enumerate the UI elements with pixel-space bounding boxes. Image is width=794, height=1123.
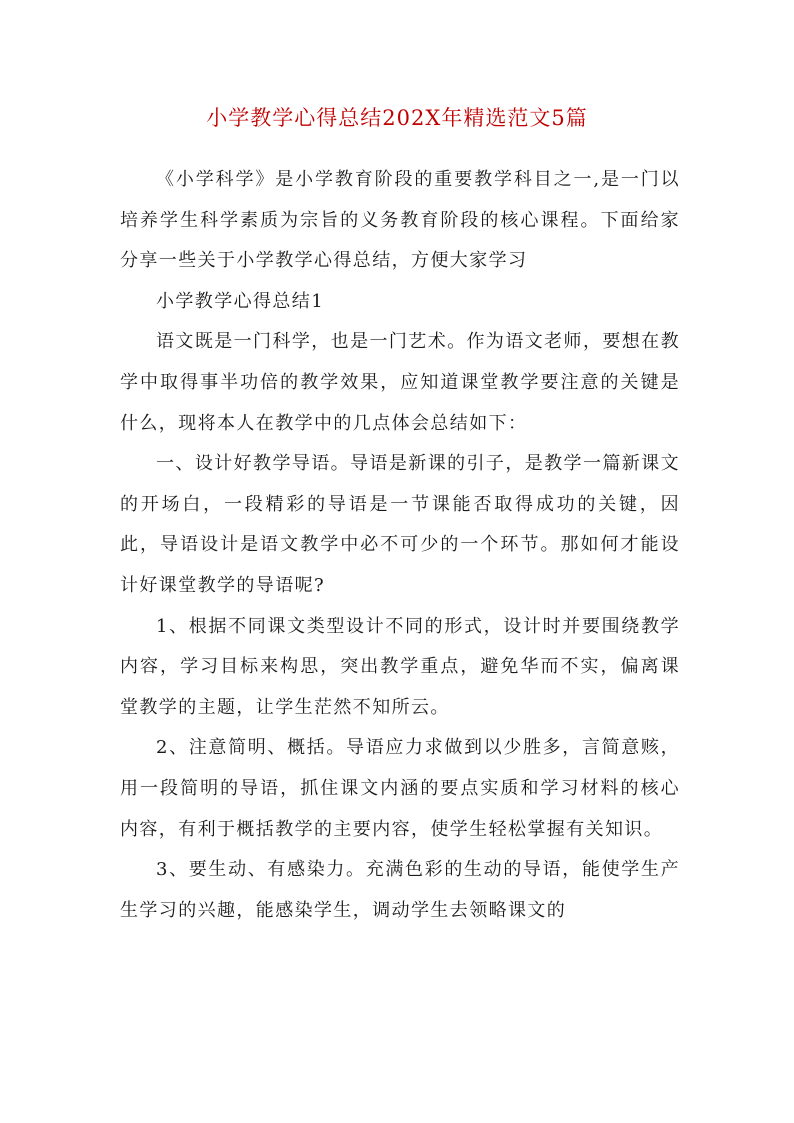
- body-paragraph: 语文既是一门科学，也是一门艺术。作为语文老师，要想在教学中取得事半功倍的教学效果，应知道课堂教学要注意的关键是什么，现将本人在教学中的几点体会总结如下：: [120, 331, 680, 434]
- document-body: [120, 160, 680, 931]
- body-paragraph: 3、要生动、有感染力。充满色彩的生动的导语，能使学生产生学习的兴趣，能感染学生，调动学生去领略课文的: [120, 859, 680, 921]
- body-paragraph: 一、设计好教学导语。导语是新课的引子，是教学一篇新课文的开场白，一段精彩的导语是一节课能否取得成功的关键，因此，导语设计是语文教学中必不可少的一个环节。那如何才能设计好课堂教学的导语呢?: [120, 453, 680, 596]
- section-heading: 小学教学心得总结1: [156, 290, 325, 312]
- page-title: 小学教学心得总结202X年精选范文5篇: [206, 106, 588, 130]
- body-paragraph: 1、根据不同课文类型设计不同的形式，设计时并要围绕教学内容，学习目标来构思，突出教学重点，避免华而不实，偏离课堂教学的主题，让学生茫然不知所云。: [120, 615, 680, 718]
- intro-paragraph: 《小学科学》是小学教育阶段的重要教学科目之一,是一门以培养学生科学素质为宗旨的义务教育阶段的核心课程。下面给家分享一些关于小学教学心得总结，方便大家学习: [120, 169, 680, 272]
- body-paragraph: 2、注意简明、概括。导语应力求做到以少胜多，言简意赅，用一段简明的导语，抓住课文内涵的要点实质和学习材料的核心内容，有利于概括教学的主要内容，使学生轻松掌握有关知识。: [120, 737, 680, 840]
